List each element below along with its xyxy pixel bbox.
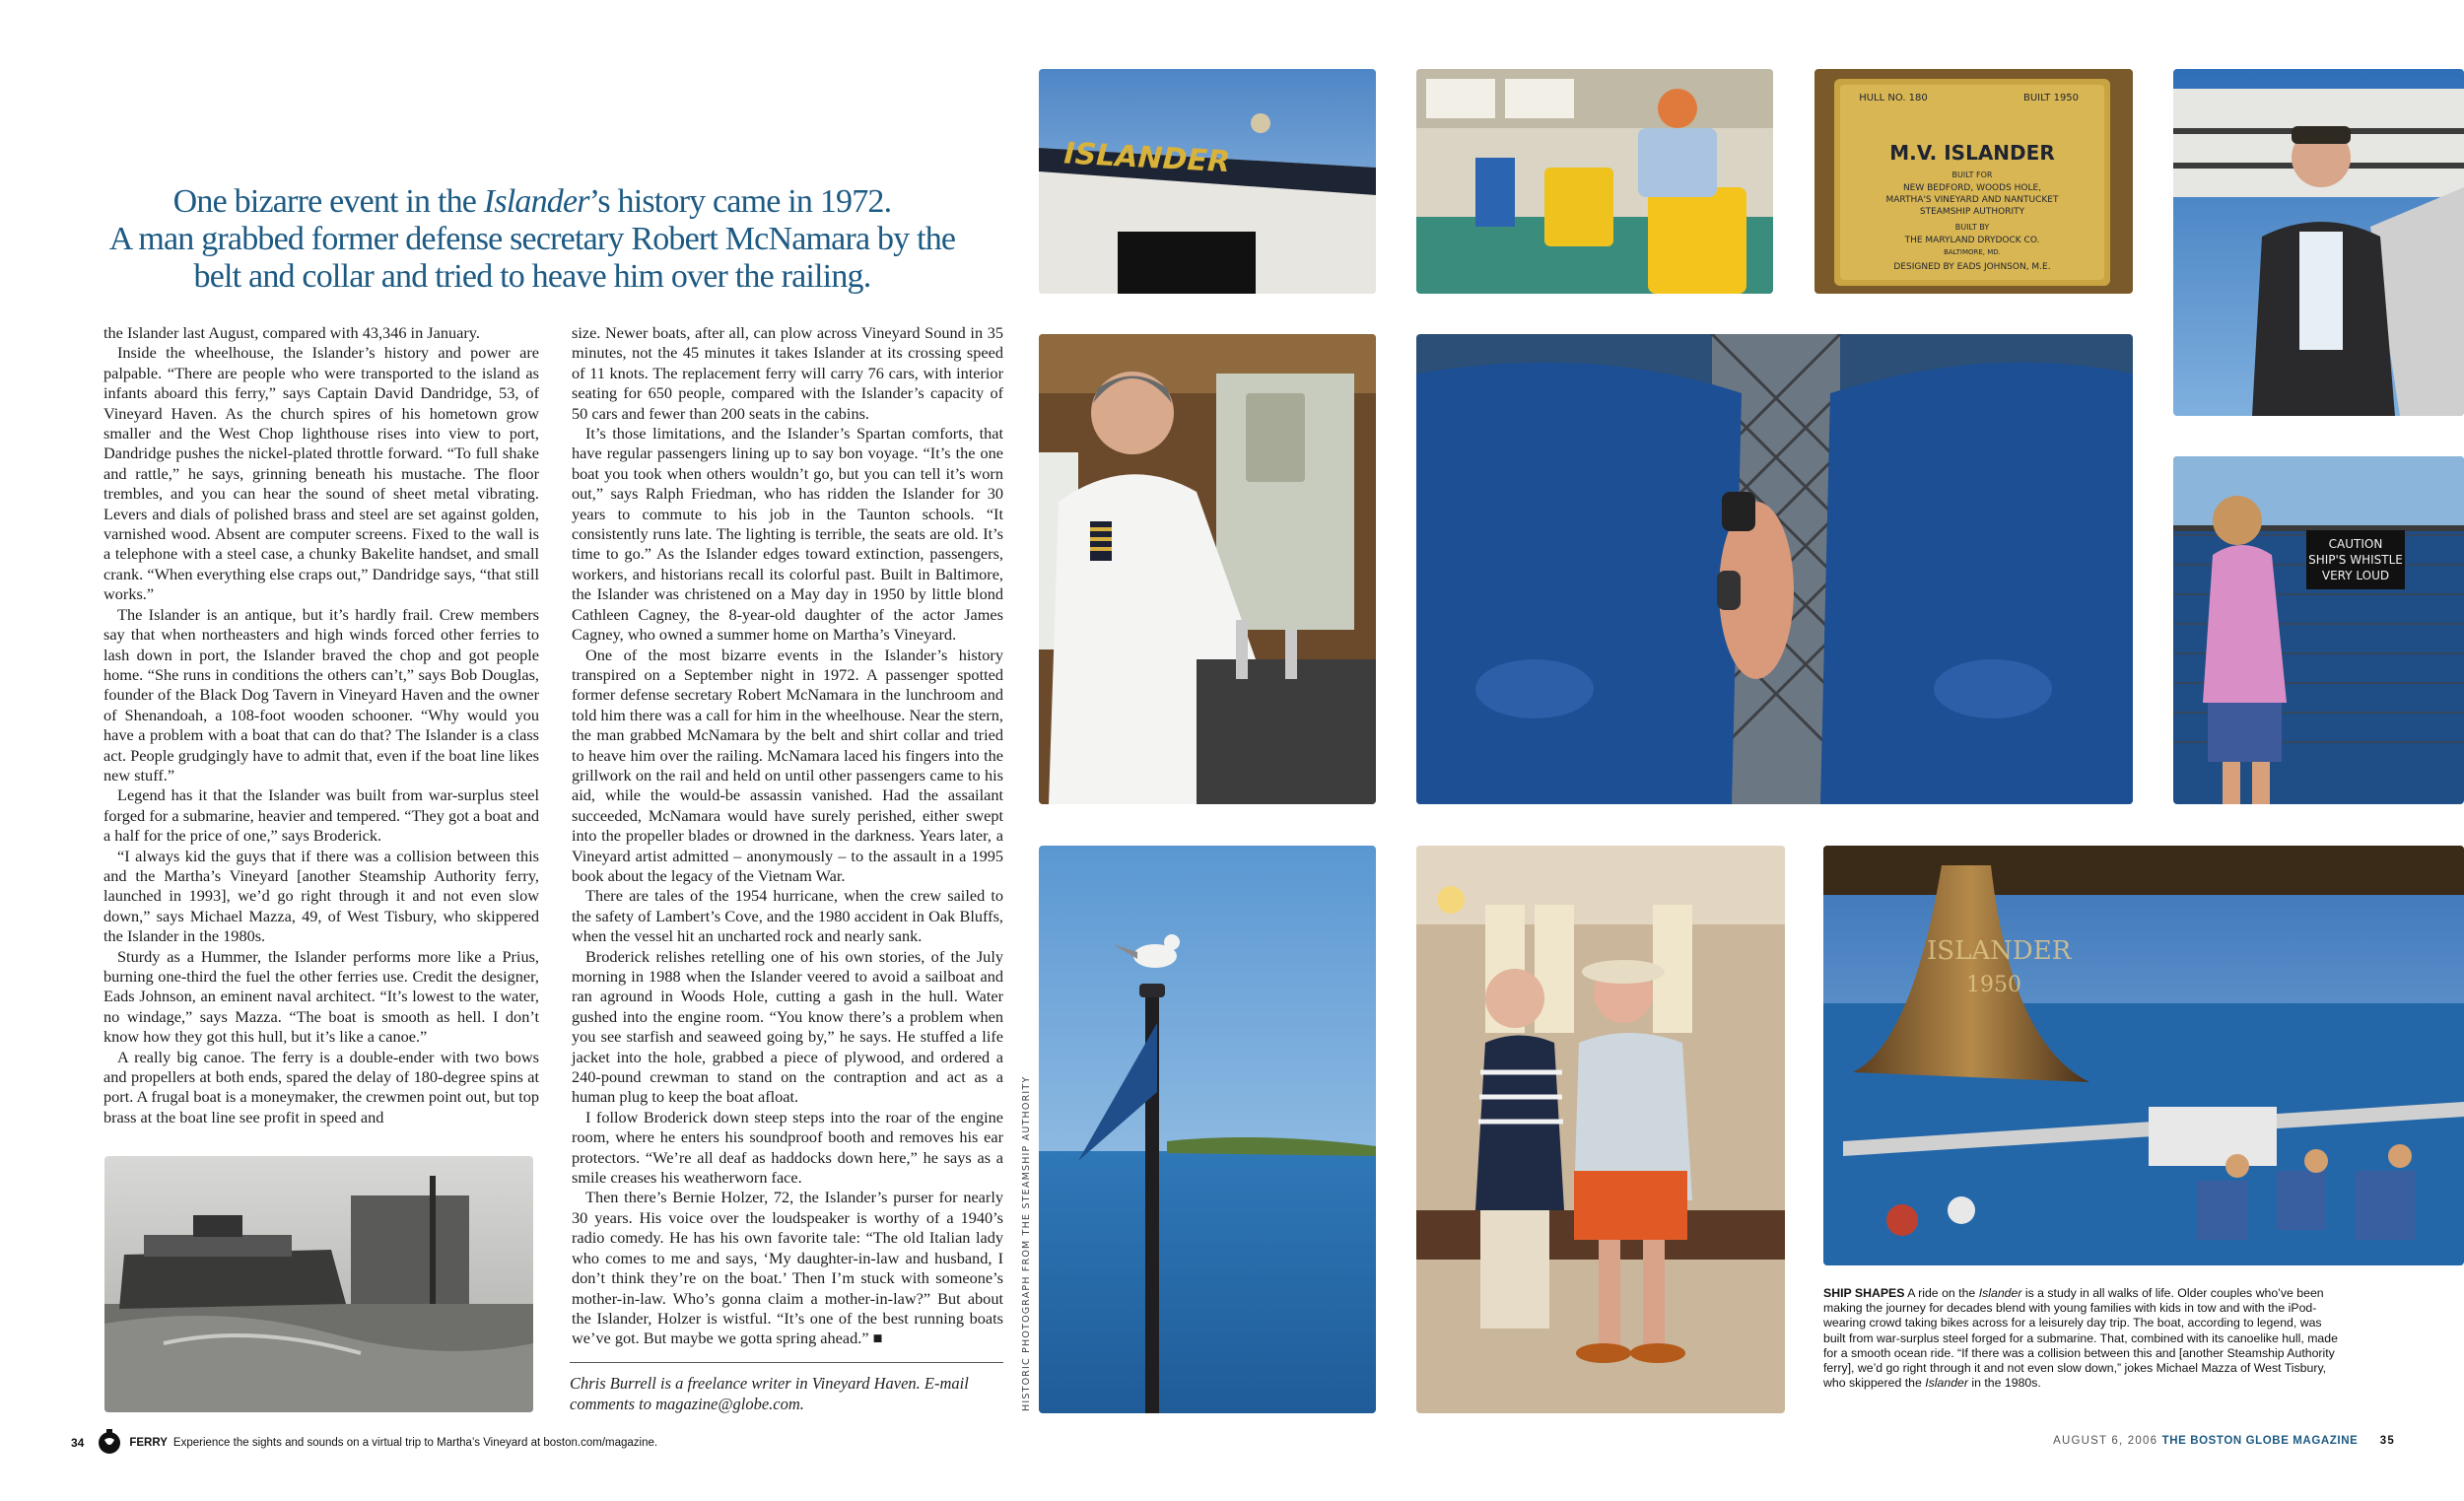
paragraph: Then there’s Bernie Holzer, 72, the Islander’s purser for nearly 30 years. His voice over the loudspeaker is worthy of a 1940’s radio comedy. He has his own favorite tale: “The old Italian lady who comes to me and says, ‘My daughter-in-law and husband, I don’t think they’re on the boat.’ Then I’m stuck with someone’s mother-in-law. Who’s gonna claim a mother-in-law?” But about the Islander, Holzer is wistful. “It’s one of the best running boats we’ve got. But maybe we gotta spring ahead.” ■	[572, 1188, 1003, 1348]
plaque-line-3: STEAMSHIP AUTHORITY	[1919, 207, 2025, 217]
paragraph: “I always kid the guys that if there was a collision between this and the Martha’s Vineyard [another Steamship Authority ferry, launched in 1993], we’d go right through it and not even slow down,” says Michael Mazza, 49, of West Tisbury, who skippered the Islander in the 1980s.	[103, 846, 539, 946]
plaque-hull-text: HULL NO. 180	[1859, 93, 1928, 103]
pull-quote-line-2: A man grabbed former defense secretary Robert McNamara by the	[108, 221, 956, 257]
plaque-line-5: BALTIMORE, MD.	[1944, 248, 2001, 256]
magazine-title: THE BOSTON GLOBE MAGAZINE	[2161, 1435, 2359, 1447]
plaque-line-2: MARTHA'S VINEYARD AND NANTUCKET	[1885, 195, 2059, 205]
plaque-built-by-text: BUILT BY	[1954, 223, 1990, 232]
globe-logo-icon	[98, 1428, 121, 1459]
islander-sign-photo	[1039, 69, 1376, 294]
paragraph: size. Newer boats, after all, can plow across Vineyard Sound in 35 minutes, not the 45 minutes it takes Islander at its crossing speed of 11 knots. The replacement ferry will carry 76 cars, with interior seating for 650 people, compared with the Islander’s capacity of 50 cars and fewer than 200 seats in the cabins.	[572, 323, 1003, 423]
islander-sign-text: ISLANDER	[1062, 136, 1231, 180]
page-number-left: 34	[71, 1436, 85, 1450]
paragraph: Legend has it that the Islander was built from war-surplus steel forged for a submarine, heavier and tempered. “They got a boat and a half for the price of one,” says Broderick.	[103, 785, 539, 846]
caution-sign-line-3: VERY LOUD	[2321, 569, 2390, 582]
historic-ferry-photo	[104, 1156, 533, 1412]
paragraph: I follow Broderick down steep steps into the roar of the engine room, where he enters his soundproof booth and removes his ear protectors. “We’re all deaf as haddocks down here,” he says as a smile creases his weatherworn face.	[572, 1107, 1003, 1188]
page-number-right: 35	[2379, 1435, 2395, 1447]
elderly-couple-photo	[1416, 846, 1785, 1413]
pull-quote-line-1: One bizarre event in the Islander’s history came in 1972.	[172, 183, 892, 220]
man-on-deck-photo	[2173, 69, 2464, 416]
paragraph: A really big canoe. The ferry is a double-ender with two bows and propellers at both ends, spared the delay of 180-degree spins at port. A frugal boat is a moneymaker, the crewmen point out, but top brass at the boat line see profit in speed and	[103, 1047, 540, 1126]
footer-promo: Experience the sights and sounds on a virtual trip to Martha’s Vineyard at boston.com/magazine.	[172, 1437, 658, 1449]
paragraph: There are tales of the 1954 hurricane, when the crew sailed to the safety of Lambert’s Cove, and the 1980 accident in Oak Bluffs, when the vessel hit an uncharted rock and nearly sank.	[572, 886, 1003, 946]
paragraph: Sturdy as a Hummer, the Islander performs more like a Prius, burning one-third the fuel the other ferries use. Credit the designer, Eads Johnson, an eminent naval architect. “It’s lowest to the water, no windage,” says Mazza. “The boat is smooth as hell. I don’t know how they got this hull, but it’s like a canoe.”	[103, 946, 539, 1047]
paragraph: The Islander is an antique, but it’s hardly frail. Crew members say that when northeasters and high winds forced other ferries to lash down in port, the Islander braved the chop and got people home. “She runs in conditions the others can’t,” says Bob Douglas, founder of the Black Dog Tavern in Vineyard Haven and the owner of Shenandoah, a 108-foot wooden schooner. “Why would you have a problem with a boat that can do that? The Islander is a class act. People grudgingly have to admit that, even if the boat line likes new stuff.”	[103, 604, 539, 785]
body-column-1	[103, 323, 539, 1127]
photo-caption: SHIP SHAPES A ride on the Islander is a study in all walks of life. Older couples who’ve been making the journey for decades blend with young families with kids in tow and with the iPod-wearing crowd taking bikes across for a leisurely day trip. The boat, according to legend, was built from war-surplus steel forged for a submarine. That, combined with its canoelike hull, made for a smooth ocean ride. “If there was a collision between this and [another Steamship Authority ferry], we’d go right through it and not even slow down,” jokes Michael Mazza of West Tisbury, who skippered the Islander in the 1980s.	[1823, 1286, 2338, 1391]
builders-plaque-photo	[1814, 69, 2133, 294]
paragraph: Inside the wheelhouse, the Islander’s history and power are palpable. “There are people who were transported to the island as infants aboard this ferry,” says Captain David Dandridge, 53, of Vineyard Haven. As the church spires of his hometown grow smaller and the West Chop lighthouse rises into view to port, Dandridge pushes the nickel-plated throttle forward. “To full shake and rattle,” he says, grinning beneath his mustache. The floor trembles, and you can hear the sound of sheet metal vibrating. Levers and dials of polished brass and steel are set against golden, varnished wood. Absent are computer screens. Fixed to the wall is a telephone with a steel case, a chunky Bakelite handset, and small crank. “When everything else craps out,” Dandridge says, “that still works.”	[103, 343, 539, 604]
caution-sign-line-1: CAUTION	[2328, 537, 2383, 551]
child-at-railing-photo	[2173, 456, 2464, 804]
author-byline: Chris Burrell is a freelance writer in Vineyard Haven. E-mail comments to magazine@globe.com.	[570, 1362, 1003, 1414]
footer-right	[2053, 1435, 2395, 1447]
pull-quote	[99, 183, 966, 296]
paragraph: the Islander last August, compared with 43,346 in January.	[103, 323, 480, 342]
plaque-name-text: M.V. ISLANDER	[1889, 141, 2055, 165]
seagull-piling-photo	[1039, 846, 1376, 1413]
photo-credit: HISTORIC PHOTOGRAPH FROM THE STEAMSHIP AUTHORITY	[1021, 1075, 1032, 1411]
pull-quote-line-3: belt and collar and tried to heave him over the railing.	[193, 258, 871, 295]
plaque-built-year-text: BUILT 1950	[2022, 93, 2080, 103]
paragraph: One of the most bizarre events in the Islander’s history transpired on a September night in 1972. A passenger spotted former defense secretary Robert McNamara in the lunchroom and told him there was a call for him in the wheelhouse. Near the stern, the man grabbed McNamara by the belt and shirt collar and tried to heave him over the railing. McNamara laced his fingers into the grillwork on the rail and held on until other passengers came to his aid, while the would-be assassin vanished. Had the assailant succeeded, McNamara would have surely perished, either swept into the propeller blades or drowned in the darkness. Years later, a Vineyard artist admitted – anonymously – to the assault in a 1995 book about the legacy of the Vietnam War.	[572, 645, 1003, 885]
bell-engraving-name: ISLANDER	[1927, 936, 2072, 966]
body-column-2	[572, 323, 1003, 1349]
plaque-line-6: DESIGNED BY EADS JOHNSON, M.E.	[1893, 262, 2051, 272]
plaque-line-4: THE MARYLAND DRYDOCK CO.	[1904, 236, 2040, 245]
footer-left	[71, 1428, 657, 1458]
woman-seats-photo	[1416, 334, 2133, 804]
bell-engraving-year: 1950	[1966, 973, 2021, 997]
paragraph: It’s those limitations, and the Islander’s Spartan comforts, that have regular passengers lining up to say bon voyage. “It’s the one boat you took when others wouldn’t go, but you can tell it’s worn out,” says Ralph Friedman, who has ridden the Islander for 30 years to commute to his job in the Taunton schools. “It consistently runs late. The lighting is terrible, the seats are old. It’s time to go.” As the Islander edges toward extinction, passengers, workers, and historians recall its colorful past. Built in Baltimore, the Islander was christened on a May day in 1950 by little blond Cathleen Cagney, the 8-year-old daughter of the actor James Cagney, who owned a summer home on Martha’s Vineyard.	[572, 424, 1003, 645]
section-label: FERRY	[129, 1437, 168, 1449]
plaque-line-1: NEW BEDFORD, WOODS HOLE,	[1902, 183, 2042, 193]
issue-date: AUGUST 6, 2006	[2053, 1435, 2158, 1447]
ship-bell-photo	[1823, 846, 2464, 1265]
paragraph: Broderick relishes retelling one of his own stories, of the July morning in 1988 when the Islander veered to avoid a sailboat and ran aground in Woods Hole, cutting a gash in the hull. Water gushed into the engine room. “You know there’s a problem when you see starfish and seaweed going by,” he says. He stuffed a life jacket into the hole, grabbed a piece of plywood, and ordered a 240-pound crewman to stand on the contraption and act as a human plug to keep the boat afloat.	[572, 946, 1003, 1107]
passengers-cabin-photo	[1416, 69, 1773, 294]
caption-lead: SHIP SHAPES	[1823, 1286, 1905, 1300]
caution-sign-line-2: SHIP'S WHISTLE	[2308, 553, 2403, 567]
captain-wheelhouse-photo	[1039, 334, 1376, 804]
plaque-built-for-text: BUILT FOR	[1951, 171, 1993, 179]
